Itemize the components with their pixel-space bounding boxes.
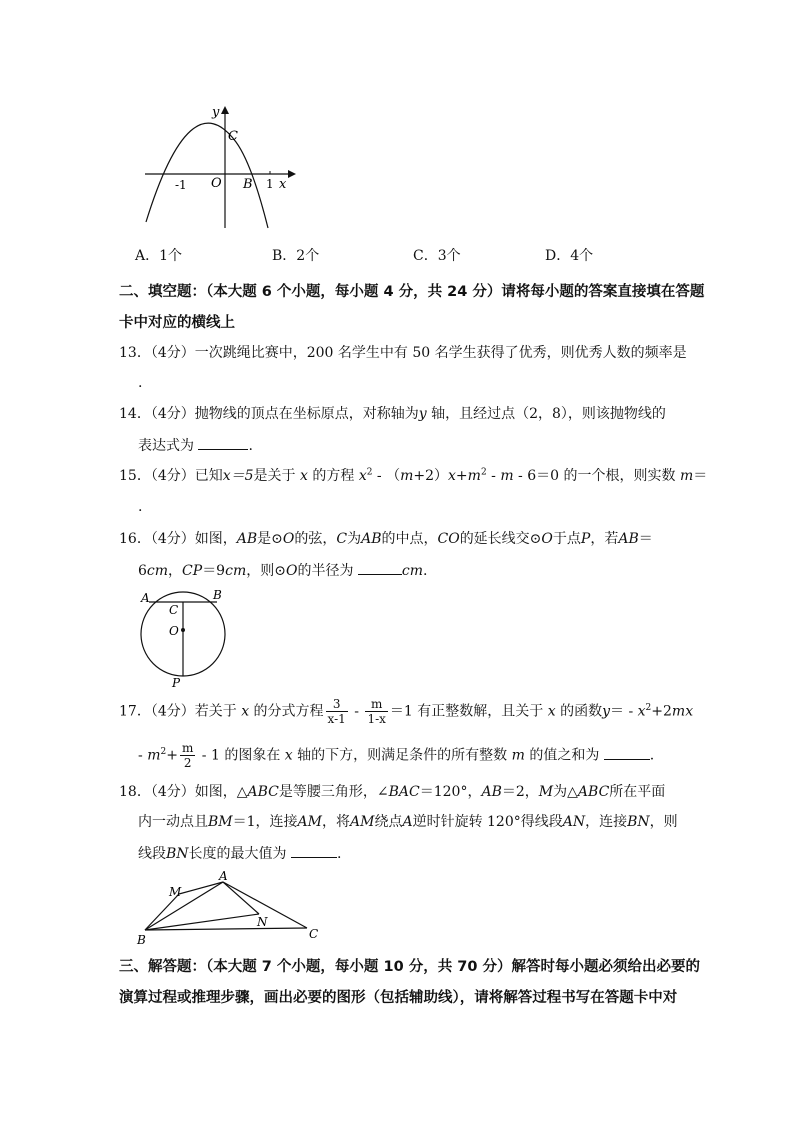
q16-answer-blank[interactable] — [358, 560, 402, 575]
section2-heading-line1: 二、填空题：（本大题 6 个小题，每小题 4 分，共 24 分）请将每小题的答案直接填在答题 — [119, 284, 705, 300]
q17-answer-blank[interactable] — [604, 745, 650, 760]
point-b-label: B — [243, 177, 253, 192]
label-p: P — [172, 676, 181, 690]
label-a: A — [141, 591, 150, 605]
section3-heading-line2: 演算过程或推理步骤，画出必要的图形（包括辅助线），请将解答过程书写在答题卡中对 — [119, 990, 678, 1006]
segment-an — [223, 882, 259, 914]
label-c: C — [169, 603, 179, 617]
option-b[interactable]: B．2个 — [272, 248, 320, 264]
y-axis-arrow — [221, 106, 229, 114]
q15-end: . — [138, 499, 143, 515]
parabola-figure — [140, 100, 300, 235]
label-m: M — [169, 885, 182, 899]
option-a[interactable]: A．1个 — [135, 248, 183, 264]
q18-line2: 内一动点且BM＝1，连接AM，将AM绕点A逆时针旋转 120°得线段AN，连接BN，则 — [138, 814, 678, 830]
section2-heading-line2: 卡中对应的横线上 — [119, 315, 235, 331]
segment-bc — [145, 928, 307, 930]
label-a: A — [219, 869, 228, 883]
label-o: O — [169, 624, 179, 638]
q16-line1: 16．（4分）如图，AB是⊙O的弦，C为AB的中点，CO的延长线交⊙O于点P，若AB＝ — [119, 531, 653, 547]
circle-figure — [135, 585, 235, 690]
origin-label: O — [211, 176, 222, 191]
triangle-figure — [135, 866, 325, 948]
q14-line2: 表达式为 . — [138, 435, 253, 456]
x-axis-label: x — [279, 177, 287, 192]
segment-ma — [179, 882, 223, 894]
q17-line1: 17．（4分）若关于 x 的分式方程 $\frac{3}{x-1}$ - $\frac{m}{1-x}$ ＝1 有正整数解，且关于 x 的函数$y= - x^2+2mx$ — [119, 697, 694, 726]
fraction-m-over-2: $\frac{m}{2}$ — [181, 741, 194, 770]
segment-bn — [145, 914, 259, 930]
q18-line1: 18．（4分）如图，△ABC是等腰三角形，∠BAC＝120°，AB＝2，M为△ABC所在平面 — [119, 784, 666, 800]
option-c[interactable]: C．3个 — [413, 248, 461, 264]
tick-neg1-label: -1 — [175, 178, 187, 192]
q14-line1: 14．（4分）抛物线的顶点在坐标原点，对称轴为y 轴，且经过点（2，8），则该抛物线的 — [119, 406, 666, 422]
q18-answer-blank[interactable] — [291, 843, 337, 858]
q17-line2: - $m^2+$ $\frac{m}{2}$ - 1 的图象在 x 轴的下方，则满足条件的所有整数 m 的值之和为 . — [138, 741, 655, 770]
parabola-curve — [146, 123, 268, 228]
q15-line1: 15．（4分）已知x＝5是关于 x 的方程 $x^2 - (m+2)x+m^2 - m - 6=0$ 的一个根，则实数 m＝ — [119, 467, 708, 484]
y-axis-label: y — [212, 105, 220, 120]
label-b: B — [213, 588, 222, 602]
q13-end: . — [138, 375, 143, 391]
fraction-3-over-x-1: $\frac{3}{x-1}$ — [327, 697, 346, 726]
point-c-label: C — [228, 129, 238, 144]
fraction-m-over-1-x: $\frac{m}{1-x}$ — [367, 697, 386, 726]
segment-ba — [145, 882, 223, 930]
section3-heading-line1: 三、解答题：（本大题 7 个小题，每小题 10 分，共 70 分）解答时每小题必须给出必要的 — [119, 959, 700, 975]
x-axis-arrow — [288, 170, 296, 178]
option-d[interactable]: D．4个 — [545, 248, 594, 264]
q18-line3: 线段BN长度的最大值为 . — [138, 843, 341, 864]
q14-answer-blank[interactable] — [198, 435, 248, 450]
q16-line2: 6cm，CP＝9cm，则⊙O的半径为 cm. — [138, 560, 427, 581]
tick-1-label: 1 — [266, 177, 274, 191]
center-dot — [181, 628, 185, 632]
label-c: C — [309, 927, 319, 941]
label-b: B — [137, 933, 146, 947]
q13-text: 13．（4分）一次跳绳比赛中，200 名学生中有 50 名学生获得了优秀，则优秀人数的频率是 — [119, 345, 687, 361]
label-n: N — [257, 915, 268, 929]
